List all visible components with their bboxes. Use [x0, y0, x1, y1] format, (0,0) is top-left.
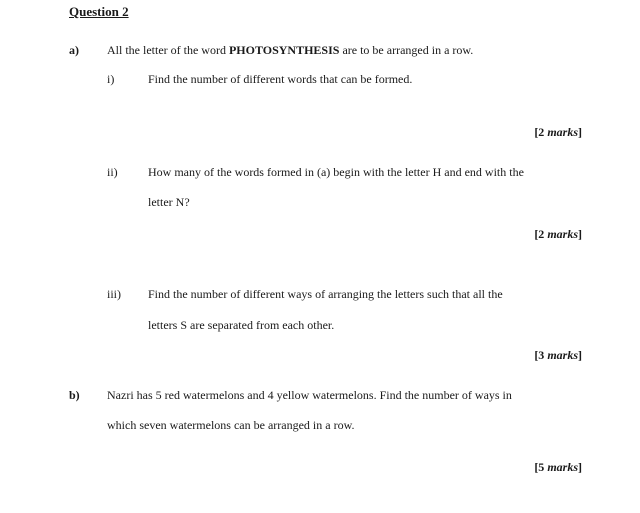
marks-close: ]: [578, 460, 582, 474]
part-b-marks: [534, 460, 582, 475]
subpart-iii-line1: Find the number of different ways of arranging the letters such that all the: [148, 287, 503, 301]
marks-close: ]: [578, 227, 582, 241]
subpart-iii-marks: [534, 348, 582, 363]
subpart-iii-label: iii): [107, 287, 121, 301]
marks-word: marks: [547, 460, 578, 474]
part-a-intro-before: All the letter of the word: [107, 43, 229, 57]
part-b-label: b): [69, 388, 80, 402]
part-a-intro-after: are to be arranged in a row.: [339, 43, 474, 57]
question-heading: Question 2: [69, 4, 129, 19]
subpart-ii-label: ii): [107, 165, 118, 179]
part-a-intro-word: PHOTOSYNTHESIS: [228, 43, 340, 57]
marks-open: [5: [534, 460, 548, 474]
subpart-i-label: i): [107, 72, 115, 86]
marks-close: ]: [578, 125, 582, 139]
marks-open: [3: [534, 348, 548, 362]
subpart-ii-line2: letter N?: [148, 195, 190, 209]
subpart-ii-marks: [534, 227, 582, 242]
marks-word: marks: [547, 125, 578, 139]
subpart-i-marks: [534, 125, 582, 140]
marks-word: marks: [547, 348, 578, 362]
part-b-line1: Nazri has 5 red watermelons and 4 yellow watermelons. Find the number of ways in: [107, 388, 512, 402]
marks-open: [2: [534, 227, 548, 241]
subpart-i-line1: Find the number of different words that can be formed.: [148, 72, 413, 86]
part-b-line2: which seven watermelons can be arranged in a row.: [107, 418, 355, 432]
subpart-iii-line2: letters S are separated from each other.: [148, 318, 335, 332]
marks-open: [2: [534, 125, 548, 139]
marks-word: marks: [547, 227, 578, 241]
part-a-intro: [107, 43, 473, 58]
subpart-ii-line1: How many of the words formed in (a) begin with the letter H and end with the: [148, 165, 524, 179]
marks-close: ]: [578, 348, 582, 362]
part-a-label: a): [69, 43, 79, 57]
